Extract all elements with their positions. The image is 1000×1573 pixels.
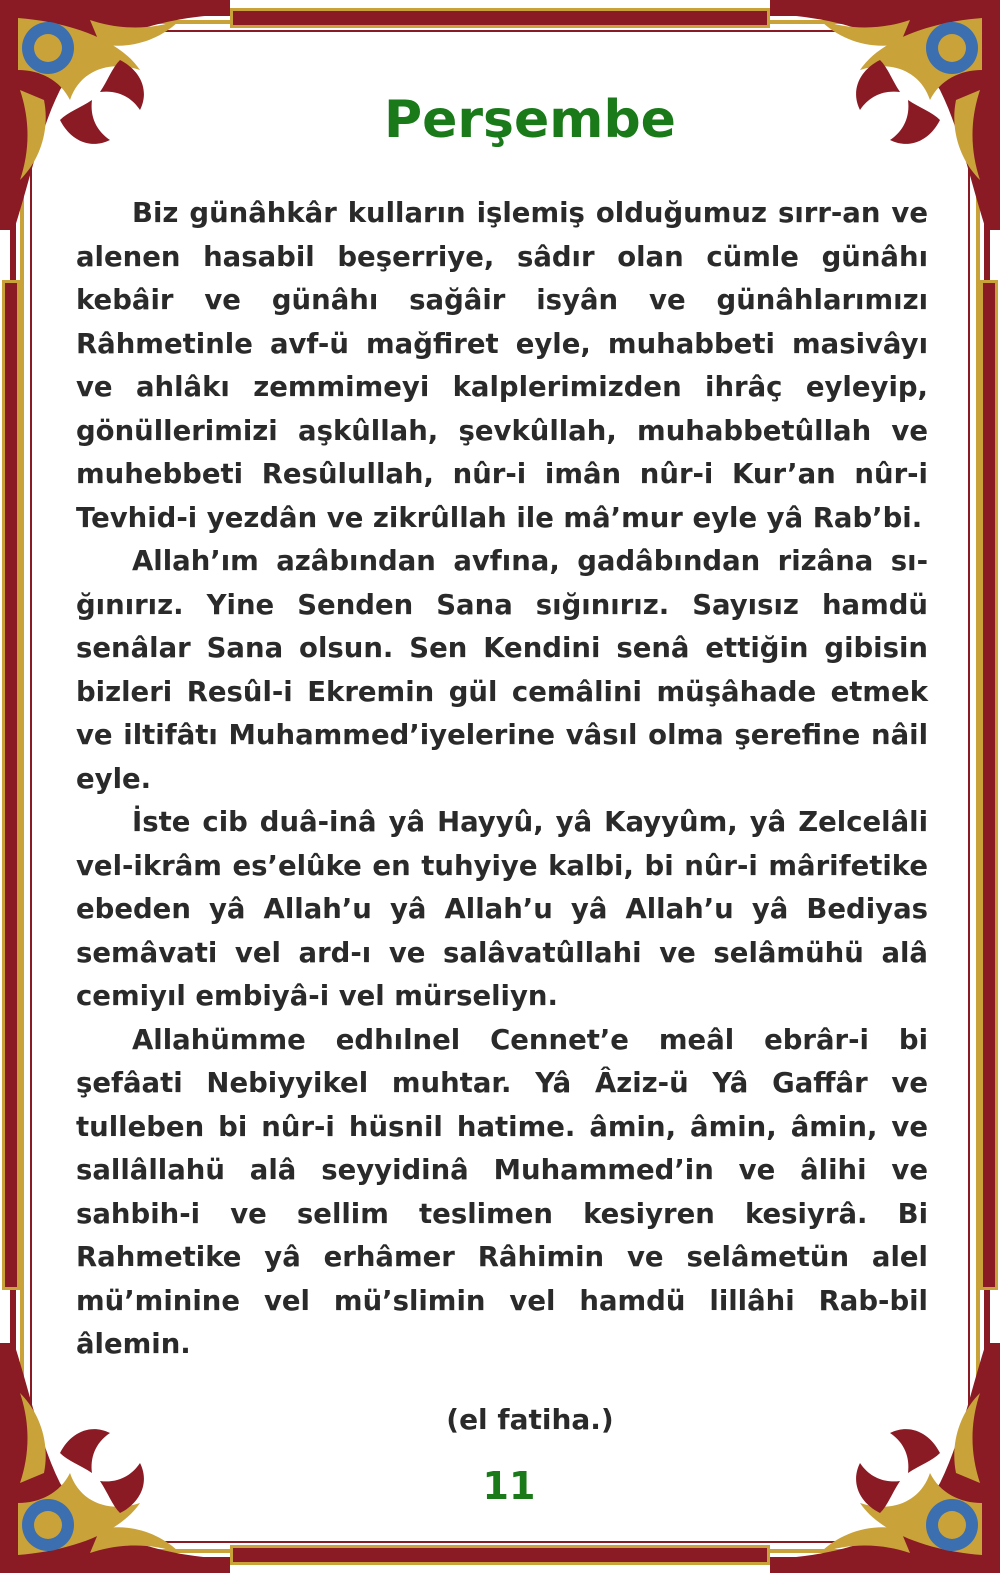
paragraph-2: Allah’ım azâbından avfına, gadâbından rizâna sı-ğınırız. Yine Senden Sana sığınırız. Sayısız hamdü senâlar Sana olsun. Sen Kendini senâ ettiğin gibisin bizleri Resûl-i Ekremin gül cemâlini müşâhade etmek ve iltifâtı Muhammed’iyelerine vâsıl olma şerefine nâil eyle. — [76, 545, 928, 795]
closing-note: (el fatiha.) — [446, 1403, 614, 1436]
bottom-border-bar — [230, 1545, 770, 1565]
page-title: Perşembe — [384, 90, 676, 150]
paragraph-4: Allahümme edhılnel Cennet’e meâl ebrâr-i bi şefâati Nebiyyikel muhtar. Yâ Âziz-ü Yâ Gaffâr ve tulleben bi nûr-i hüsnil hatime. âmin, âmin, âmin, ve sallâllahü alâ seyyidinâ Muhammed’in ve âlihi ve sahbih-i ve sellim teslimen kesiyren kesiyrâ. Bi Rahmetike yâ erhâmer Râhimin ve selâmetün alel mü’minine vel mü’slimin vel hamdü lillâhi Rab-bil âlemin. — [76, 1023, 928, 1360]
floral-corner-ornament-icon — [770, 1343, 1000, 1573]
top-border-bar — [230, 8, 770, 28]
right-border-bar — [980, 280, 998, 1290]
paragraph-1: Biz günâhkâr kulların işlemiş olduğumuz sırr-an ve alenen hasabil beşerriye, sâdır olan cümle günâhı kebâir ve günâhı sağâir isyân ve günâhlarımızı Râhmetinle avf-ü mağfiret eyle, muhabbeti masivâyı ve ahlâkı zemmimeyi kalplerimizden ihrâç eyleyip, gönüllerimizi aşkûllah, şevkûllah, muhabbetûllah ve muhebbeti Resûlullah, nûr-i imân nûr-i Kur’an nûr-i Tevhid-i yezdân ve zikrûllah ile mâ’mur eyle yâ Rab’bi. — [76, 197, 928, 534]
paragraph-3: İste cib duâ-inâ yâ Hayyû, yâ Kayyûm, yâ Zelcelâli vel-ikrâm es’elûke en tuhyiye kalbi, bi nûr-i mârifetike ebeden yâ Allah’u yâ Allah’u yâ Allah’u yâ Bediyas semâvati vel ard-ı ve salâvatûllahi ve selâmühü alâ cemiyıl embiyâ-i vel mürseliyn. — [76, 806, 928, 1012]
left-border-bar — [2, 280, 20, 1290]
prayer-text — [76, 192, 928, 1367]
page-number: 11 — [482, 1464, 536, 1508]
floral-corner-ornament-icon — [0, 1343, 230, 1573]
